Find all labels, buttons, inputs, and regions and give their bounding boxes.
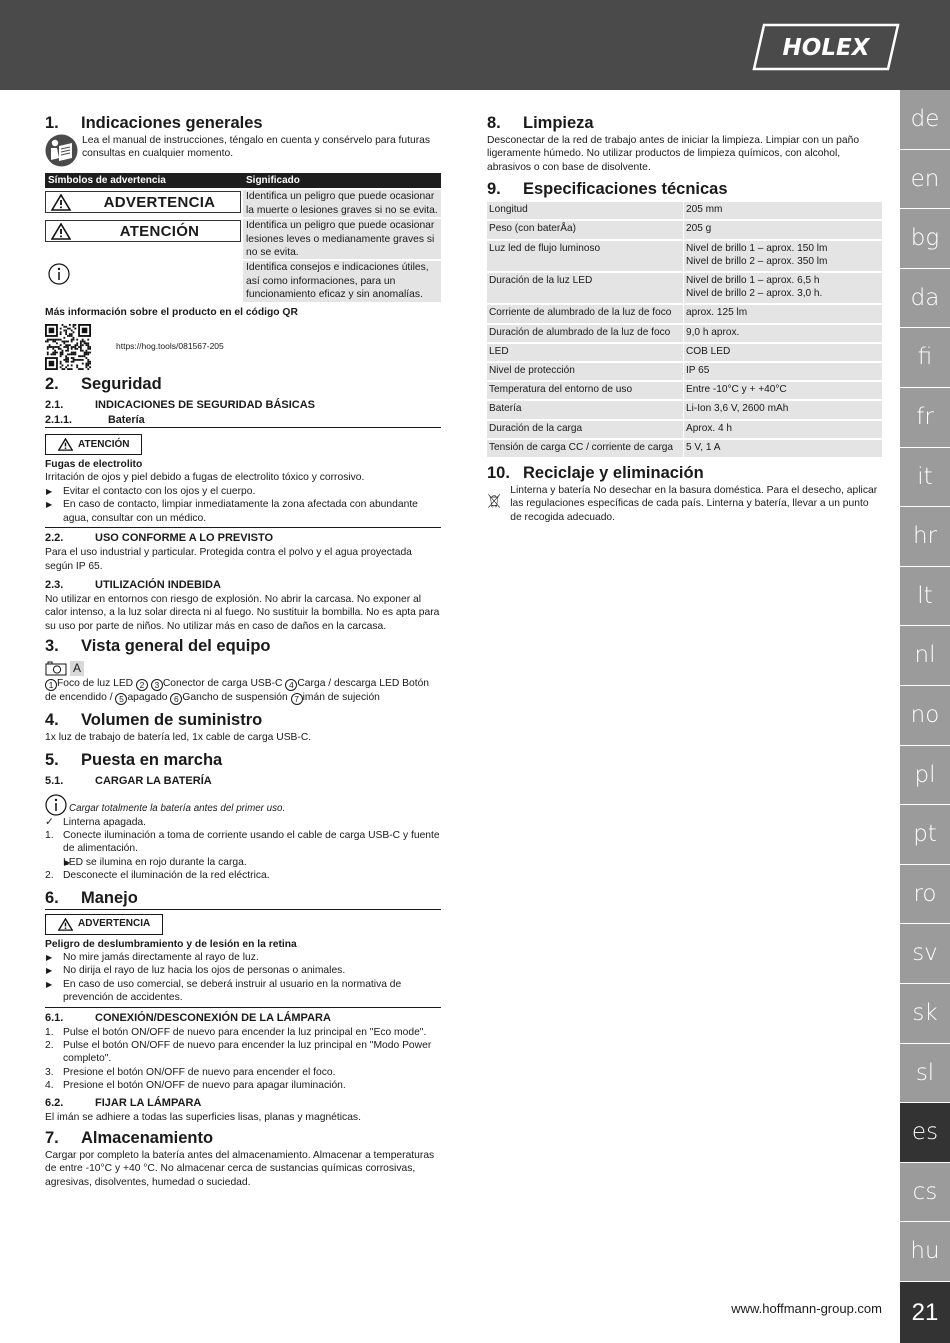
intro [45,134,441,167]
spec-value: Li-Ion 3,6 V, 2600 mAh [684,401,882,418]
page-header [0,0,950,90]
part-number: 3 [151,679,163,691]
hazard-text: Irritación de ojos y piel debido a fugas de electrolito tóxico y corrosivo. [45,472,365,484]
lang-tab-en[interactable]: en [900,150,950,210]
right-column [487,112,882,524]
spec-value: 205 g [684,221,882,238]
spec-value: IP 65 [684,363,882,380]
list-item: ▶ Evitar el contacto con los ojos y el cuerpo. [45,485,441,498]
lang-tab-sl[interactable]: sl [900,1044,950,1104]
note-text: Cargar totalmente la batería antes del primer uso. [69,803,286,815]
qr-row [45,324,441,370]
hazard-title: Peligro de deslumbramiento y de lesión en la retina [45,938,297,950]
spec-value: Nivel de brillo 1 – aprox. 150 lm Nivel de brillo 2 – aprox. 350 lm [684,241,882,271]
table-row [45,261,441,301]
table-row [487,363,882,380]
spec-value: 205 mm [684,202,882,219]
spec-key: Luz led de flujo luminoso [487,241,684,271]
lang-tab-nl[interactable]: nl [900,626,950,686]
table-row [487,241,882,271]
table-row [487,273,882,303]
safety-list [45,485,441,525]
holex-logo [752,22,900,72]
lang-tab-sk[interactable]: sk [900,984,950,1044]
spec-key: LED [487,344,684,361]
warning-triangle-icon [51,223,71,240]
lang-tab-da[interactable]: da [900,269,950,329]
warning-triangle-icon [51,194,71,211]
lang-tab-es[interactable]: es [900,1103,950,1163]
lang-tab-hr[interactable]: hr [900,507,950,567]
info-icon [48,263,70,285]
section-4-heading: 4. Volumen de suministro [45,711,263,730]
table-row [487,382,882,399]
section-6-heading: 6. Manejo [45,887,441,910]
section-2-3-heading: 2.3. UTILIZACIÓN INDEBIDA [45,578,221,591]
intro-text: Lea el manual de instrucciones, téngalo en cuenta y consérvelo para futuras consultas en cualquier momento. [82,135,431,160]
section-7-text: Cargar por completo la batería antes del almacenamiento. Almacenar a temperaturas de entre -10°C y +40 °C. No almacenar cerca de sustancias químicas corrosivas, agresivas, disolventes, humedad o suciedad. [45,1150,435,1188]
section-4-text: 1x luz de trabajo de batería led, 1x cable de carga USB-C. [45,732,312,744]
camera-icon [45,660,67,676]
result-item: ▶ LED se ilumina en rojo durante la carga. [45,856,441,869]
spec-key: Duración de la luz LED [487,273,684,303]
section-3-heading: 3. Vista general del equipo [45,637,271,656]
section-2-2-text: Para el uso industrial y particular. Protegida contra el polvo y el agua proyectada según IP 65. [45,547,412,572]
section-5-heading: 5. Puesta en marcha [45,750,223,769]
spec-key: Tensión de carga CC / corriente de carga [487,440,684,457]
logo-text: HOLEX [782,35,870,61]
spec-key: Duración de alumbrado de la luz de foco [487,325,684,342]
table-row [487,421,882,438]
warning-triangle-icon [58,438,73,451]
table-row [45,190,441,217]
list-item: ▶ En caso de contacto, limpiar inmediatamente la zona afectada con abundante agua, consultar con un médico. [45,498,441,525]
figure-reference [45,660,441,676]
table-header-meaning: Significado [243,173,441,188]
spec-value: aprox. 125 lm [684,305,882,322]
lang-tab-de[interactable]: de [900,90,950,150]
section-9-heading: 9. Especificaciones técnicas [487,180,728,199]
safety-list [45,951,441,1005]
left-column [45,112,441,1189]
spec-key: Temperatura del entorno de uso [487,382,684,399]
spec-key: Longitud [487,202,684,219]
list-item: 1. Pulse el botón ON/OFF de nuevo para encender la luz principal en "Eco mode". [45,1026,427,1038]
list-item: ▶ No mire jamás directamente al rayo de luz. [45,951,441,964]
table-row [487,440,882,457]
lang-tab-lt[interactable]: lt [900,567,950,627]
section-2-1-1-heading: 2.1.1. Batería [45,413,441,428]
part-number: 6 [170,693,182,705]
spec-value: Entre -10°C y + +40°C [684,382,882,399]
part-number: 2 [136,679,148,691]
footer-url[interactable]: www.hoffmann-group.com [731,1301,882,1316]
spec-key: Duración de la carga [487,421,684,438]
specifications-table [487,200,882,459]
part-number: 4 [285,679,297,691]
table-row [487,401,882,418]
spec-value: 5 V, 1 A [684,440,882,457]
hazard-title: Fugas de electrolito [45,459,143,471]
warning-signal: ADVERTENCIA [45,914,163,935]
lang-tab-fi[interactable]: fi [900,328,950,388]
part-number: 7 [291,693,303,705]
lang-tab-bg[interactable]: bg [900,209,950,269]
spec-key: Peso (con baterÅa) [487,221,684,238]
table-row [487,344,882,361]
note [45,794,441,816]
list-item: 2. Desconecte el iluminación de la red eléctrica. [45,870,270,882]
section-10-text: Linterna y batería No desechar en la basura doméstica. Para el desecho, aplicar las regulaciones específicas de cada país. Linterna y batería, llevar a un punto de recogida adecuado. [510,485,878,523]
list-item: 2. Pulse el botón ON/OFF de nuevo para encender la luz principal en "Modo Power completo". [45,1040,432,1065]
section-8-heading: 8. Limpieza [487,114,594,132]
section-6-2-text: El imán se adhiere a todas las superficies lisas, planas y magnéticas. [45,1111,361,1123]
figure-label: A [70,661,84,676]
spec-key: Corriente de alumbrado de la luz de foco [487,305,684,322]
part-label: Carga / descarga LED Botón de encendido / [45,678,430,704]
section-1-heading: 1. Indicaciones generales [45,114,263,132]
warning-triangle-icon [58,918,73,931]
qr-url[interactable]: https://hog.tools/081567-205 [116,341,224,352]
section-2-heading: 2. Seguridad [45,375,162,394]
page-number: 21 [900,1282,950,1343]
table-cell: Identifica consejos e indicaciones útiles, así como informaciones, para un funcionamiento eficaz y sin anomalías. [243,261,441,301]
section-2-1-heading: 2.1. INDICACIONES DE SEGURIDAD BÁSICAS [45,399,316,412]
language-tabs [900,90,950,1282]
list-item: ▶ No dirija el rayo de luz hacia los ojos de personas o animales. [45,964,441,977]
lang-tab-sv[interactable]: sv [900,924,950,984]
section-8-text: Desconectar de la red de trabajo antes de iniciar la limpieza. Limpiar con un paño ligeramente húmedo. No utilizar productos de limpieza químicos, con alcohol, abrasivos o con base de disolvente. [487,135,860,173]
qr-title: Más información sobre el producto en el código QR [45,306,298,318]
table-row [487,221,882,238]
lang-tab-pt[interactable]: pt [900,805,950,865]
spec-value: 9,0 h aprox. [684,325,882,342]
lang-tab-fr[interactable]: fr [900,388,950,448]
lang-tab-ro[interactable]: ro [900,865,950,925]
table-row [487,305,882,322]
warning-symbols-table [45,171,441,304]
caution-signal: ATENCIÓN [45,434,142,455]
recycling-block [487,484,882,524]
list-item: 4. Presione el botón ON/OFF de nuevo para apagar iluminación. [45,1080,346,1092]
read-manual-icon [45,134,78,167]
section-5-1-heading: 5.1. CARGAR LA BATERÍA [45,774,212,787]
part-label: Conector de carga USB-C [162,678,283,690]
crossed-bin-icon [487,484,501,518]
info-icon [45,794,67,816]
spec-key: Batería [487,401,684,418]
spec-value: Nivel de brillo 1 – aprox. 6,5 h Nivel de brillo 2 – aprox. 3,0 h. [684,273,882,303]
table-header-symbols: Símbolos de advertencia [45,173,243,188]
charging-steps [45,829,441,883]
spec-value: Aprox. 4 h [684,421,882,438]
operation-steps [45,1026,441,1093]
caution-signal-box: ATENCIÓN [45,220,241,242]
table-cell: Identifica un peligro que puede ocasionar lesiones leves o medianamente graves si no se evita. [243,219,441,259]
lang-tab-cs[interactable]: cs [900,1163,950,1223]
lang-tab-pl[interactable]: pl [900,746,950,806]
table-row [45,219,441,259]
part-label: Foco de luz LED [57,678,134,690]
section-2-3-text: No utilizar en entornos con riesgo de explosión. No abrir la carcasa. No exponer al calor intenso, a la luz solar directa ni al fuego. No sustituir la bombilla. No es apta para su uso por parte de niños. No utilizar más en caso de daños en la carcasa. [45,593,440,632]
part-label: imán de sujeción [302,692,380,704]
section-10-heading: 10. Reciclaje y eliminación [487,464,704,483]
list-item: 1. Conecte iluminación a toma de corriente usando el cable de carga USB-C y fuente de alimentación. [45,829,440,855]
spec-key: Nivel de protección [487,363,684,380]
part-number: 5 [115,693,127,705]
section-6-2-heading: 6.2. FIJAR LA LÁMPARA [45,1096,202,1109]
table-row [487,202,882,219]
part-label: Gancho de suspensión [182,692,288,704]
spec-value: COB LED [684,344,882,361]
lang-tab-no[interactable]: no [900,686,950,746]
table-cell: Identifica un peligro que puede ocasionar la muerte o lesiones graves si no se evita. [243,190,441,217]
warning-signal-box: ADVERTENCIA [45,191,241,213]
lang-tab-it[interactable]: it [900,448,950,508]
table-row [487,325,882,342]
part-label: apagado [127,692,168,704]
part-number: 1 [45,679,57,691]
lang-tab-hu[interactable]: hu [900,1222,950,1282]
precondition: ✓ Linterna apagada. [45,816,441,829]
parts-list [45,677,441,705]
section-7-heading: 7. Almacenamiento [45,1129,214,1148]
list-item: 3. Presione el botón ON/OFF de nuevo para encender el foco. [45,1066,336,1078]
section-6-1-heading: 6.1. CONEXIÓN/DESCONEXIÓN DE LA LÁMPARA [45,1011,331,1024]
qr-code[interactable] [45,324,91,370]
list-item: ▶ En caso de uso comercial, se deberá instruir al usuario en la normativa de prevención de accidentes. [45,978,441,1005]
section-2-2-heading: 2.2. USO CONFORME A LO PREVISTO [45,532,274,545]
